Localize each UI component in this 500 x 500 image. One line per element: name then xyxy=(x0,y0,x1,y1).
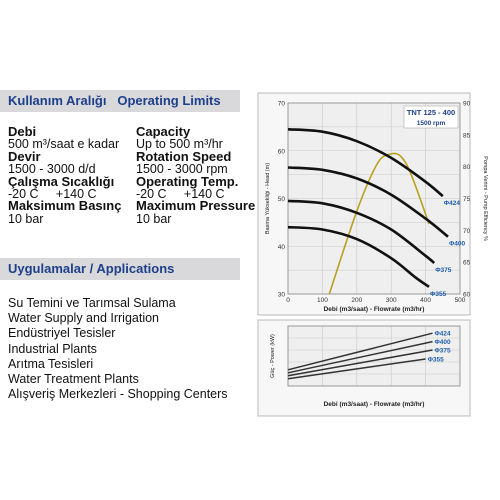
top-y-tick-label: 70 xyxy=(277,100,285,108)
top-y-axis-label: Basma Yüksekliği - Head (m) xyxy=(265,162,271,235)
top-x-tick-label: 200 xyxy=(351,297,363,304)
spec-label-tr: Çalışma Sıcaklığı xyxy=(8,173,115,189)
application-item: Arıtma Tesisleri xyxy=(8,356,94,371)
top-x-tick-label: 500 xyxy=(454,297,466,304)
spec-value-tr: 1500 - 3000 d/d xyxy=(8,162,96,177)
spec-label-en: Rotation Speed xyxy=(136,148,232,164)
applications-header-text: Uygulamalar / Applications xyxy=(8,261,175,276)
top-y2-tick-label: 60 xyxy=(463,291,471,299)
limits-header-en: Operating Limits xyxy=(117,93,221,108)
spec-value-tr: 10 bar xyxy=(8,211,44,226)
head-curve-label: Φ424 xyxy=(443,200,460,208)
spec-label-en: Operating Temp. xyxy=(136,173,239,189)
bottom-y-axis-label: Güç - Power (kW) xyxy=(270,334,276,378)
top-y-tick-label: 60 xyxy=(277,148,285,156)
top-chart-subtitle: 1500 rpm xyxy=(416,120,446,127)
top-y2-tick-label: 85 xyxy=(463,132,471,140)
application-item: Industrial Plants xyxy=(8,341,97,356)
application-item: Water Treatment Plants xyxy=(8,372,139,387)
top-x-tick-label: 100 xyxy=(316,297,328,304)
spec-value-en: -20 C +140 C xyxy=(136,186,225,201)
top-y2-axis-label: Pompa Verimi - Pump Efficiency % xyxy=(482,156,488,241)
spec-value-en: 10 bar xyxy=(136,211,172,226)
top-y2-tick-label: 90 xyxy=(463,100,471,108)
spec-label-tr: Devir xyxy=(8,148,41,164)
application-item: Alışveriş Merkezleri - Shopping Centers xyxy=(8,387,228,402)
application-item: Endüstriyel Tesisler xyxy=(8,326,116,341)
spec-label-tr: Debi xyxy=(8,124,37,139)
head-curve-label: Φ400 xyxy=(448,240,466,248)
top-x-tick-label: 300 xyxy=(385,297,397,304)
top-y2-tick-label: 70 xyxy=(463,227,471,235)
top-x-tick-label: 0 xyxy=(286,297,290,304)
head-curve-label: Φ375 xyxy=(435,266,452,274)
top-y-tick-label: 30 xyxy=(277,291,285,299)
head-curve-label: Φ355 xyxy=(430,290,447,298)
application-item: Su Temini ve Tarımsal Sulama xyxy=(8,296,176,310)
spec-value-en: Up to 500 m³/hr xyxy=(136,137,223,152)
limits-header-tr: Kullanım Aralığı xyxy=(8,93,107,108)
bottom-x-axis-label: Debi (m3/saat) - Flowrate (m3/hr) xyxy=(323,401,425,408)
spec-label-en: Capacity xyxy=(136,124,191,139)
spec-label-tr: Maksimum Basınç xyxy=(8,198,122,214)
power-curve-label: Φ400 xyxy=(434,339,451,347)
power-curve-label: Φ424 xyxy=(434,330,451,338)
spec-value-tr: 500 m³/saat e kadar xyxy=(8,137,120,152)
top-y2-tick-label: 80 xyxy=(463,164,471,172)
top-y-tick-label: 50 xyxy=(277,196,285,203)
top-y2-tick-label: 65 xyxy=(463,259,471,267)
top-y-tick-label: 40 xyxy=(277,243,285,251)
top-y2-tick-label: 75 xyxy=(463,196,471,203)
top-chart-title: TNT 125 - 400 xyxy=(406,108,456,117)
application-item: Water Supply and Irrigation xyxy=(8,311,160,326)
spec-value-en: 1500 - 3000 rpm xyxy=(136,162,228,177)
top-x-axis-label: Debi (m3/saat) - Flowrate (m3/hr) xyxy=(323,306,425,313)
power-curve-label: Φ375 xyxy=(434,347,451,355)
top-x-tick-label: 400 xyxy=(420,297,432,304)
spec-label-en: Maximum Pressure xyxy=(136,198,256,214)
spec-value-tr: -20 C +140 C xyxy=(8,186,97,201)
power-curve-label: Φ355 xyxy=(427,356,444,364)
